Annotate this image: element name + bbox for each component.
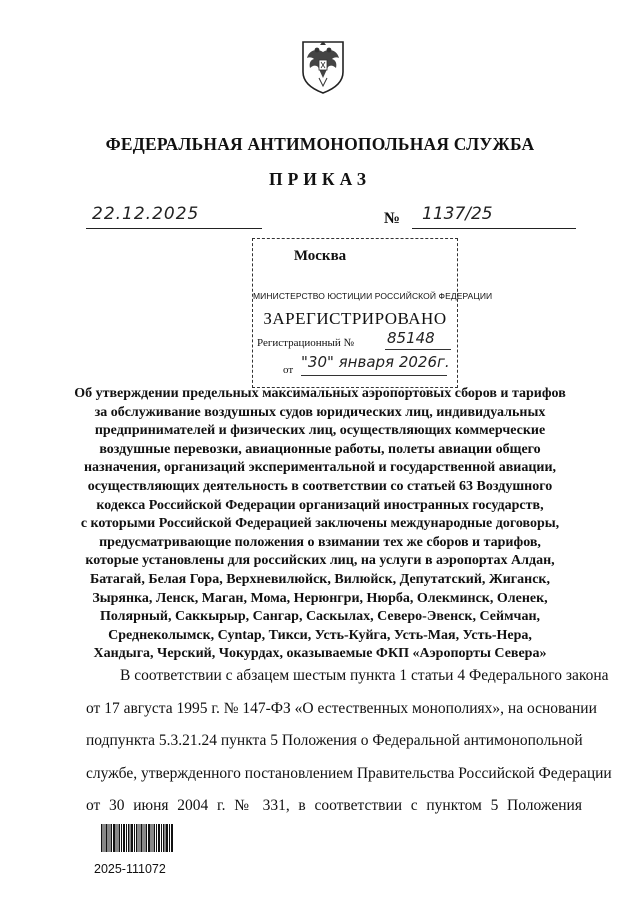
title-line: Об утверждении предельных максимальных аэропортовых сборов и тарифов	[74, 386, 566, 401]
title-line: за обслуживание воздушных судов юридических лиц, индивидуальных	[94, 404, 546, 420]
title-line: предпринимателей и физических лиц, осуществляющих коммерческие	[94, 423, 546, 439]
stamp-date: "30" января 2026г.	[301, 353, 450, 371]
title-line: Зырянка, Ленск, Маган, Мома, Нерюнгри, Нюрба, Олекминск, Оленек,	[92, 590, 548, 606]
title-line: Полярный, Саккырыр, Сангар, Саскылах, Северо-Эвенск, Сеймчан,	[99, 609, 541, 625]
barcode-icon	[101, 824, 173, 852]
body-line: подпункта 5.3.21.24 пункта 5 Положения о Федеральной антимонопольной	[86, 732, 583, 750]
order-date: 22.12.2025	[92, 204, 200, 224]
stamp-date-field	[301, 353, 450, 376]
order-number: 1137/25	[422, 204, 493, 224]
order-number-field	[412, 204, 576, 229]
agency-name: ФЕДЕРАЛЬНАЯ АНТИМОНОПОЛЬНАЯ СЛУЖБА	[105, 134, 535, 154]
stamp-from-label: от	[283, 364, 294, 376]
title-line: осуществляющих деятельность в соответствии со статьей 63 Воздушного	[87, 478, 553, 494]
stamp-status: ЗАРЕГИСТРИРОВАНО	[263, 309, 447, 328]
title-line: Среднеколымск, Суntар, Тикси, Усть-Куйга, Усть-Мая, Усть-Нера,	[108, 627, 532, 643]
city: Москва	[293, 248, 347, 264]
body-paragraph	[86, 660, 612, 823]
title-line: предусматривающие положения о взимании тех же сборов и тарифов,	[99, 534, 541, 550]
coat-of-arms-icon	[299, 38, 347, 94]
title-line: кодекса Российской Федерации организаций иностранных государств,	[96, 497, 544, 513]
title-line: Хандыга, Черский, Чокурдах, оказываемые ФКП «Аэропорты Севера»	[93, 646, 547, 662]
order-title	[70, 385, 570, 664]
order-date-field	[86, 204, 262, 229]
title-line: которые установлены для российских лиц, на услуги в аэропортах Алдан,	[85, 553, 555, 569]
body-line: службе, утвержденного постановлением Правительства Российской Федерации	[86, 764, 612, 782]
stamp-reg-label: Регистрационный №	[257, 337, 355, 349]
stamp-reg-number: 85148	[387, 329, 435, 347]
body-line: от 30 июня 2004 г. № 331, в соответствии с пунктом 5 Положения	[86, 797, 582, 815]
stamp-reg-number-field	[385, 331, 451, 350]
title-line: воздушные перевозки, авиационные работы, полеты авиации общего	[99, 441, 541, 457]
number-sign: №	[384, 210, 401, 227]
document-type: ПРИКАЗ	[268, 169, 372, 189]
body-line: от 17 августа 1995 г. № 147-ФЗ «О естественных монополиях», на основании	[86, 699, 597, 717]
title-line: назначения, организаций экспериментальной и государственной авиации,	[83, 460, 557, 476]
document-id: 2025-111072	[94, 862, 166, 876]
title-line: Батагай, Белая Гора, Верхневилюйск, Вилюйск, Депутатский, Жиганск,	[89, 571, 551, 587]
body-line: В соответствии с абзацем шестым пункта 1 статьи 4 Федерального закона	[120, 667, 609, 684]
stamp-ministry: МИНИСТЕРСТВО ЮСТИЦИИ РОССИЙСКОЙ ФЕДЕРАЦИИ	[253, 291, 493, 301]
title-line: с которыми Российской Федерацией заключены международные договоры,	[80, 516, 560, 532]
